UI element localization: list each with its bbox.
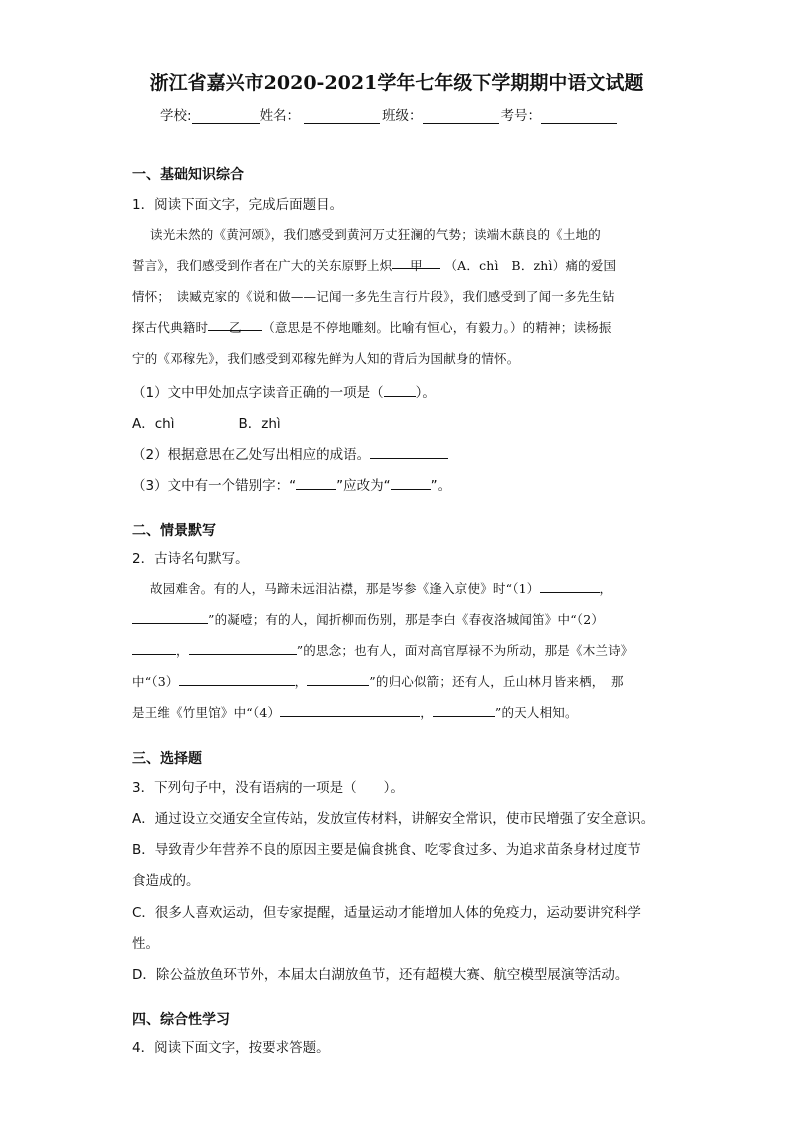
school-field[interactable]	[192, 109, 260, 124]
option-c[interactable]: C．很多人喜欢运动，但专家提醒，适量运动才能增加人体的免疫力，运动要讲究科学	[132, 905, 641, 921]
passage-line	[150, 579, 612, 597]
passage-line: 宁的《邓稼先》，我们感受到邓稼先鲜为人知的背后为国献身的情怀。	[132, 351, 520, 366]
answer-blank[interactable]	[540, 580, 600, 593]
answer-blank[interactable]	[280, 704, 420, 717]
passage-line	[132, 672, 624, 690]
passage-line	[132, 318, 612, 336]
passage-text: （意思是不停地雕刻。比喻有恒心，有毅力。）的精神；读杨振	[262, 320, 612, 335]
question-prompt: 2．古诗名句默写。	[132, 551, 249, 567]
passage-text: ”的凝噎；有的人，闻折柳而伤别，那是李白《春夜洛城闻笛》中“（2）	[208, 612, 605, 627]
sub-question	[132, 443, 448, 463]
exam-no-field[interactable]	[541, 109, 617, 124]
passage-text: 是王维《竹里馆》中“（4）	[132, 705, 281, 720]
name-field[interactable]	[304, 109, 380, 124]
passage-text: ，	[294, 674, 308, 689]
answer-blank[interactable]	[296, 477, 336, 490]
answer-blank[interactable]	[370, 446, 448, 459]
question-prompt: 4．阅读下面文字，按要求答题。	[132, 1040, 330, 1056]
option-a[interactable]: A．chì	[132, 416, 175, 432]
passage-line: 读光未然的《黄河颂》，我们感受到黄河万丈狂澜的气势；读端木蕻良的《土地的	[150, 227, 601, 242]
sub-question-text: （1）文中甲处加点字读音正确的一项是（	[132, 385, 384, 401]
passage-text: ，	[176, 643, 189, 658]
answer-blank-jia[interactable]	[392, 256, 440, 273]
passage-line	[132, 610, 604, 628]
passage-text: 中“（3）	[132, 674, 179, 689]
passage-text: ”的思念；也有人，面对高官厚禄不为所动，那是《木兰诗》	[296, 643, 634, 658]
sub-question-text: （3）文中有一个错别字：“	[132, 478, 297, 494]
sub-question-text: ”应改为“	[336, 478, 391, 494]
section-heading: 二、情景默写	[132, 523, 216, 539]
class-label: 班级：	[382, 108, 423, 124]
page-title: 浙江省嘉兴市2020-2021学年七年级下学期期中语文试题	[149, 72, 644, 94]
passage-text: 誓言》，我们感受到作者在广大的关东原野上炽	[132, 258, 393, 273]
passage-text: （A．chì B．zhì）痛的爱国	[444, 258, 617, 273]
school-label: 学校:	[160, 108, 192, 124]
answer-blank[interactable]	[179, 673, 295, 686]
exam-no-label: 考号：	[500, 108, 542, 124]
passage-text: 故园难舍。有的人，马蹄未远泪沾襟，那是岑参《逢入京使》时“（1）	[150, 581, 540, 596]
answer-blank[interactable]	[189, 642, 297, 655]
section-heading: 三、选择题	[132, 751, 202, 767]
blank-mark: 乙	[228, 320, 242, 335]
sub-question-text: ”。	[430, 478, 452, 494]
passage-text: 探古代典籍时	[132, 320, 209, 335]
student-info-row	[160, 104, 680, 124]
question-prompt: 1．阅读下面文字，完成后面题目。	[132, 197, 344, 213]
passage-line	[132, 256, 616, 274]
passage-line	[132, 703, 578, 721]
sub-question	[132, 381, 436, 401]
class-field[interactable]	[423, 109, 499, 124]
option-c-cont: 性。	[132, 936, 159, 952]
option-b[interactable]: B．导致青少年营养不良的原因主要是偏食挑食、吃零食过多、为追求苗条身材过度节	[132, 842, 641, 858]
answer-blank[interactable]	[132, 642, 176, 655]
passage-text: ”的归心似箭；还有人，丘山林月皆来栖， 那	[369, 674, 624, 689]
options-row	[132, 412, 281, 432]
sub-question-text: （2）根据意思在乙处写出相应的成语。	[132, 447, 371, 463]
passage-text: ，	[420, 705, 433, 720]
option-a[interactable]: A．通过设立交通安全宣传站，发放宣传材料，讲解安全常识，使市民增强了安全意识。	[132, 811, 655, 827]
question-prompt: 3．下列句子中，没有语病的一项是（ ）。	[132, 780, 404, 796]
passage-line	[132, 641, 634, 659]
option-b[interactable]: B．zhì	[238, 416, 281, 432]
passage-line: 情怀； 读臧克家的《说和做——记闻一多先生言行片段》，我们感受到了闻一多先生钻	[132, 289, 615, 304]
passage-text: ，	[599, 581, 613, 596]
answer-blank[interactable]	[391, 477, 431, 490]
answer-blank[interactable]	[132, 611, 208, 624]
passage-text: ”的天人相知。	[494, 705, 578, 720]
answer-blank[interactable]	[433, 704, 495, 717]
blank-mark: 甲	[410, 258, 423, 273]
option-b-cont: 食造成的。	[132, 873, 200, 889]
option-d[interactable]: D．除公益放鱼环节外，本届太白湖放鱼节，还有超模大赛、航空模型展演等活动。	[132, 967, 629, 983]
answer-blank[interactable]	[384, 384, 416, 397]
answer-blank-yi[interactable]	[208, 318, 262, 335]
section-heading: 四、综合性学习	[132, 1012, 230, 1028]
sub-question	[132, 474, 451, 494]
section-heading: 一、基础知识综合	[132, 167, 244, 183]
name-label: 姓名：	[259, 108, 301, 124]
answer-blank[interactable]	[307, 673, 369, 686]
sub-question-text: ）。	[415, 385, 436, 401]
